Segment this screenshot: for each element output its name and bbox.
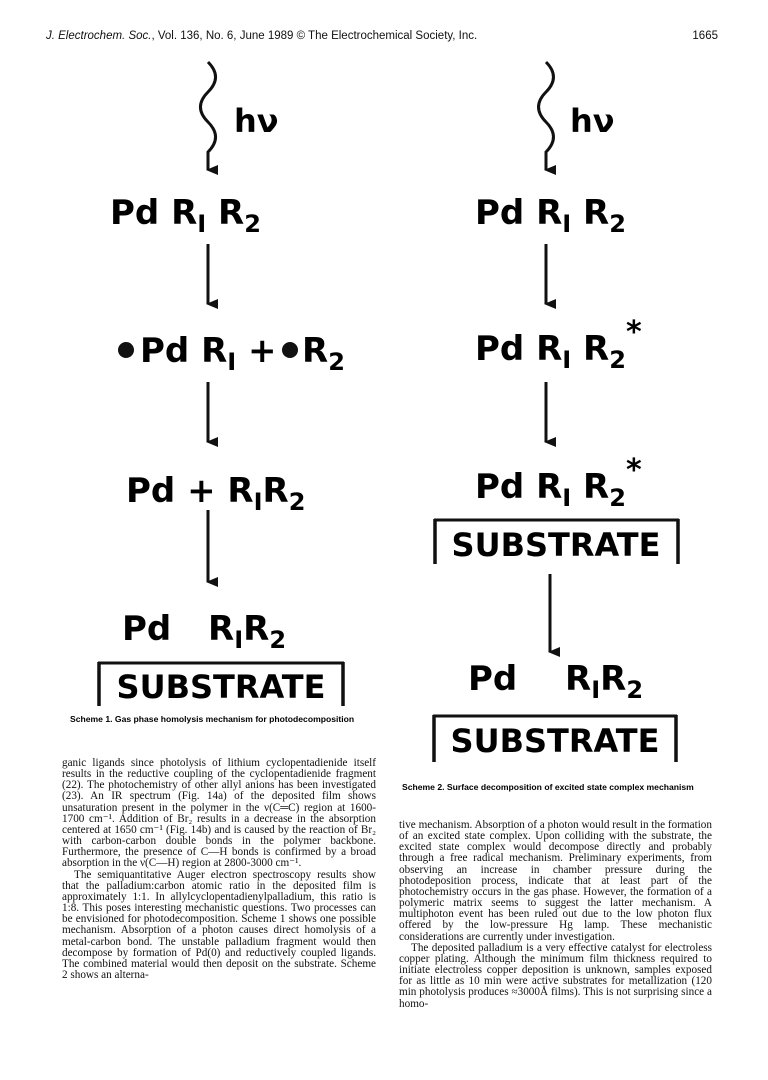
scheme2-step-3: [475, 453, 642, 512]
body-paragraph: tive mechanism. Absorption of a photon would result in the formation of an excited state complex. Upon colliding with the substrate, the excited state complex would decompose directly and probably through a free radical mechanism. Preliminary experiments, from observing an increase in chamber pressure during the photodeposition process, indicate that at least part of the photochemistry occurs in the gas phase. However, the formation of a polymeric matrix seems to suggest the latter mechanism. A multiphoton event has been ruled out due to the low photon flux offered by the low-pressure Hg lamp. These mechanistic considerations are currently under investigation.: [399, 819, 712, 943]
svg-text:Pd + RIR2: $Pd + R_IR_2$: [126, 471, 306, 516]
scheme1-step-2: [118, 331, 345, 376]
scheme2-light-label: hν: [570, 102, 615, 140]
scheme1-substrate-box: [98, 662, 344, 706]
page-number: 1665: [692, 30, 718, 42]
scheme2-step-2: [475, 315, 642, 374]
body-column-right: [399, 820, 712, 1010]
scheme2-substrate-label-top: SUBSTRATE: [451, 526, 661, 564]
scheme-1: [70, 62, 354, 724]
photon-wavy-arrow-2: [539, 62, 554, 170]
svg-text:Pd RI +: Pd $R_I$ +: [140, 331, 277, 376]
svg-text:Pd RI R2*: Pd $R_I$ $R_2*$: [475, 453, 642, 512]
radical-dot: [282, 342, 298, 358]
svg-text:Pd RI R2: Pd $R_I$ $R_2$: [475, 193, 626, 238]
photon-wavy-arrow-1: [201, 62, 216, 170]
scheme-2: [402, 62, 694, 792]
scheme1-step-4: [122, 609, 286, 654]
scheme1-step-3: [126, 471, 305, 516]
svg-text:Pd RI R2: Pd $R_I$ $R_2$: [110, 193, 261, 238]
radical-dot: [118, 342, 134, 358]
scheme2-substrate-label-bottom: SUBSTRATE: [450, 722, 660, 760]
issue-info: , Vol. 136, No. 6, June 1989 © The Electrochemical Society, Inc.: [151, 30, 478, 42]
journal-name: J. Electrochem. Soc.: [46, 30, 152, 42]
scheme1-substrate-label: SUBSTRATE: [116, 668, 326, 706]
scheme1-light-label: hν: [234, 102, 279, 140]
scheme1-caption: Scheme 1. Gas phase homolysis mechanism for photodecomposition: [70, 714, 355, 724]
svg-text:Pd: Pd: [122, 609, 172, 649]
body-paragraph: The deposited palladium is a very effective catalyst for electroless copper plating. Although the minimum film thickness required to initiate electroless copper deposition is unknown, samples exposed for as little as 10 min were active substrates for metallization (120 min photolysis produces ≈3000Å films). This is not surprising since a homo-: [399, 941, 712, 1010]
svg-text:RIR2: $R_IR_2$: [208, 609, 287, 654]
svg-text:R2: $R_2$: [302, 331, 345, 376]
scheme2-substrate-box-top: [434, 519, 679, 564]
svg-text:Pd RI R2*: Pd $R_I$ $R_2*$: [475, 315, 642, 374]
svg-text:RIR2: $R_IR_2$: [565, 659, 644, 704]
scheme1-step-1: [110, 193, 261, 238]
scheme2-step-1: [475, 193, 626, 238]
body-column-left: [62, 758, 376, 981]
svg-text:Pd: Pd: [468, 659, 518, 699]
scheme2-caption: Scheme 2. Surface decomposition of excited state complex mechanism: [402, 782, 694, 792]
scheme2-step-4: [468, 659, 643, 704]
body-paragraph: The semiquantitative Auger electron spectroscopy results show that the palladium:carbon atomic ratio in the deposited film is approximately 1:1. In allylcyclopentadienylpalladium, this ratio is 1:8. This poses interesting mechanistic questions. Two processes can be envisioned for photodecomposition. Scheme 1 shows one possible mechanism. Absorption of a photon causes direct homolysis of a metal-carbon bond. The unstable palladium fragment would then decompose by formation of Pd(0) and reductively coupled ligands. The combined material would then deposit on the substrate. Scheme 2 shows an alterna-: [62, 868, 376, 981]
scheme2-substrate-box-bottom: [433, 715, 677, 762]
body-paragraph: ganic ligands since photolysis of lithium cyclopentadienide itself results in the reductive coupling of the cyclopentadienide fragment (22). The photochemistry of other allyl anions has been investigated (23). An IR spectrum (Fig. 14a) of the deposited film shows unsaturation present in the polymer in the ν(C═C) region at 1600-1700 cm⁻¹. Addition of Br₂ results in a decrease in the absorption centered at 1650 cm⁻¹ (Fig. 14b) and is caused by the reaction of Br₂ with carbon-carbon double bonds in the polymer backbone. Furthermore, the presence of C—H bonds is confirmed by a broad absorption in the ν(C—H) region at 2800-3000 cm⁻¹.: [62, 757, 376, 870]
